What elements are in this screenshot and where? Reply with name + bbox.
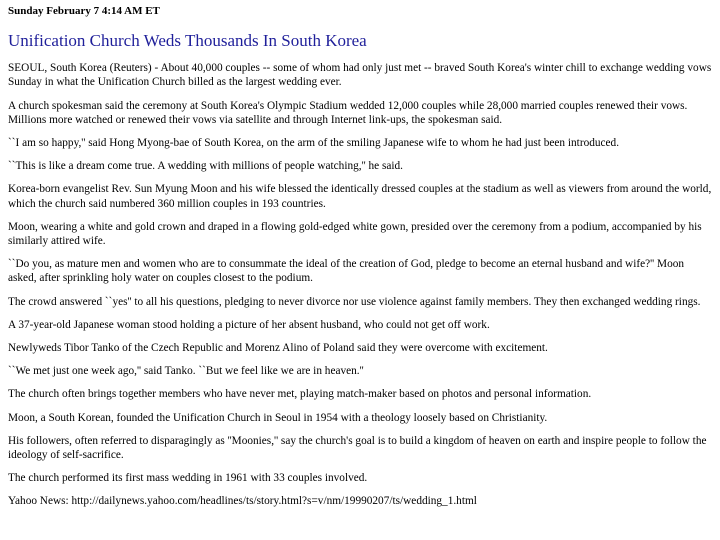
article-paragraph: His followers, often referred to disparagingly as ''Moonies,'' say the church's goal is to build a kingdom of heaven on earth and inspire people to follow the ideology of self-sacrifice. [8,434,707,462]
article-paragraph: SEOUL, South Korea (Reuters) - About 40,000 couples -- some of whom had only just met -- braved South Korea's winter chill to exchange wedding vows Sunday in what the Unification Church billed as the largest wedding ever. [8,62,712,89]
dateline: Sunday February 7 4:14 AM ET [8,5,160,17]
article-paragraph: A 37-year-old Japanese woman stood holding a picture of her absent husband, who could not get off work. [8,318,490,331]
article-paragraph: ``Do you, as mature men and women who are to consummate the ideal of the creation of God, pledge to become an eternal husband and wife?'' Moon asked, after sprinkling holy water on couples closest to the podium. [8,258,685,285]
article-paragraph: ``We met just one week ago,'' said Tanko. ``But we feel like we are in heaven.'' [8,365,364,378]
article-paragraph: A church spokesman said the ceremony at South Korea's Olympic Stadium wedded 12,000 couples while 28,000 married couples renewed their vows. Millions more watched or renewed their vows via satellite and through Internet link-ups, the spokesman said. [8,99,688,126]
article-paragraph: ``This is like a dream come true. A wedding with millions of people watching,'' he said. [8,160,403,173]
article-paragraph: Newlyweds Tibor Tanko of the Czech Republic and Morenz Alino of Poland said they were overcome with excitement. [8,342,548,355]
headline: Unification Church Weds Thousands In South Korea [8,31,367,51]
article-paragraph: Moon, wearing a white and gold crown and draped in a flowing gold-edged white gown, presided over the ceremony from a podium, accompanied by his similarly attired wife. [8,220,702,248]
article-paragraph: Korea-born evangelist Rev. Sun Myung Moon and his wife blessed the identically dressed couples at the stadium as well as viewers from around the world, which the church said numbered 360 million couples in 193 countries. [8,183,712,210]
article-paragraph: Moon, a South Korean, founded the Unification Church in Seoul in 1954 with a theology loosely based on Christianity. [8,411,548,424]
article-paragraph: The church often brings together members who have never met, playing match-maker based on photos and personal information. [8,388,592,401]
article-paragraph: The crowd answered ``yes'' to all his questions, pledging to never divorce nor use violence against family members. They then exchanged wedding rings. [8,295,701,308]
article-paragraph: The church performed its first mass wedding in 1961 with 33 couples involved. [8,472,368,485]
source-line: Yahoo News: http://dailynews.yahoo.com/headlines/ts/story.html?s=v/nm/19990207/ts/wedding_1.html [8,495,477,508]
article-paragraph: ``I am so happy,'' said Hong Myong-bae of South Korea, on the arm of the smiling Japanese wife to whom he had just been introduced. [8,137,620,150]
